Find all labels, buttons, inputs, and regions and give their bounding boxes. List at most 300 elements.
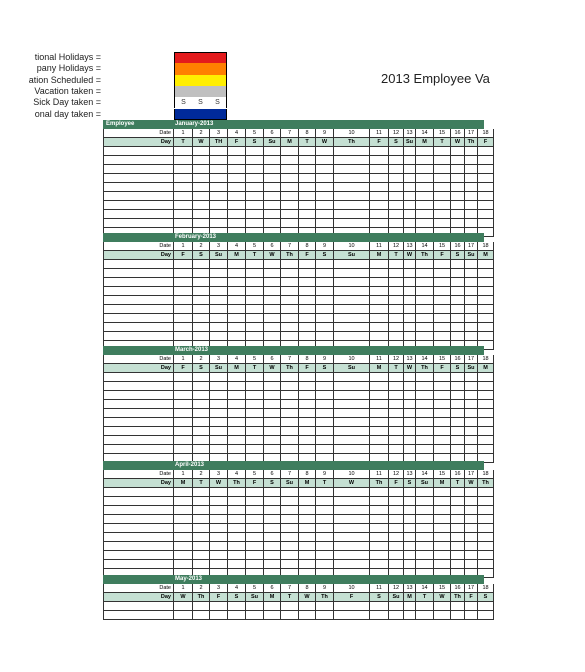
entry-cell[interactable] bbox=[281, 278, 299, 287]
entry-cell[interactable] bbox=[465, 296, 478, 305]
entry-cell[interactable] bbox=[334, 533, 370, 542]
entry-cell[interactable] bbox=[451, 219, 465, 228]
entry-cell[interactable] bbox=[416, 445, 434, 454]
entry-cell[interactable] bbox=[174, 409, 193, 418]
entry-cell[interactable] bbox=[404, 156, 416, 165]
entry-cell[interactable] bbox=[370, 332, 389, 341]
entry-cell[interactable] bbox=[334, 497, 370, 506]
entry-cell[interactable] bbox=[246, 296, 264, 305]
entry-cell[interactable] bbox=[334, 174, 370, 183]
entry-cell[interactable] bbox=[246, 611, 264, 620]
entry-cell[interactable] bbox=[416, 192, 434, 201]
entry-cell[interactable] bbox=[299, 305, 316, 314]
entry-cell[interactable] bbox=[228, 524, 246, 533]
entry-cell[interactable] bbox=[316, 278, 334, 287]
entry-cell[interactable] bbox=[316, 147, 334, 156]
row-label-cell[interactable] bbox=[103, 210, 174, 219]
entry-cell[interactable] bbox=[404, 201, 416, 210]
entry-cell[interactable] bbox=[434, 488, 451, 497]
entry-cell[interactable] bbox=[246, 551, 264, 560]
entry-cell[interactable] bbox=[389, 165, 404, 174]
entry-cell[interactable] bbox=[316, 373, 334, 382]
entry-cell[interactable] bbox=[299, 147, 316, 156]
entry-cell[interactable] bbox=[334, 542, 370, 551]
entry-cell[interactable] bbox=[478, 323, 494, 332]
entry-cell[interactable] bbox=[299, 278, 316, 287]
entry-cell[interactable] bbox=[434, 219, 451, 228]
entry-cell[interactable] bbox=[416, 418, 434, 427]
entry-cell[interactable] bbox=[281, 524, 299, 533]
entry-cell[interactable] bbox=[465, 165, 478, 174]
entry-cell[interactable] bbox=[404, 542, 416, 551]
entry-cell[interactable] bbox=[210, 269, 228, 278]
entry-cell[interactable] bbox=[174, 418, 193, 427]
entry-cell[interactable] bbox=[416, 533, 434, 542]
entry-cell[interactable] bbox=[316, 183, 334, 192]
entry-cell[interactable] bbox=[451, 524, 465, 533]
entry-cell[interactable] bbox=[299, 314, 316, 323]
entry-cell[interactable] bbox=[299, 400, 316, 409]
entry-cell[interactable] bbox=[434, 409, 451, 418]
entry-cell[interactable] bbox=[389, 382, 404, 391]
entry-cell[interactable] bbox=[264, 418, 281, 427]
row-label-cell[interactable] bbox=[103, 602, 174, 611]
entry-cell[interactable] bbox=[451, 382, 465, 391]
entry-cell[interactable] bbox=[478, 391, 494, 400]
entry-cell[interactable] bbox=[334, 560, 370, 569]
entry-cell[interactable] bbox=[465, 382, 478, 391]
entry-cell[interactable] bbox=[404, 174, 416, 183]
entry-cell[interactable] bbox=[174, 314, 193, 323]
entry-cell[interactable] bbox=[316, 287, 334, 296]
entry-cell[interactable] bbox=[228, 314, 246, 323]
entry-cell[interactable] bbox=[451, 506, 465, 515]
row-label-cell[interactable] bbox=[103, 427, 174, 436]
entry-cell[interactable] bbox=[465, 174, 478, 183]
entry-cell[interactable] bbox=[174, 201, 193, 210]
entry-cell[interactable] bbox=[228, 391, 246, 400]
entry-cell[interactable] bbox=[434, 287, 451, 296]
entry-cell[interactable] bbox=[228, 174, 246, 183]
entry-cell[interactable] bbox=[299, 332, 316, 341]
entry-cell[interactable] bbox=[334, 409, 370, 418]
entry-cell[interactable] bbox=[174, 373, 193, 382]
entry-cell[interactable] bbox=[334, 524, 370, 533]
entry-cell[interactable] bbox=[193, 260, 210, 269]
entry-cell[interactable] bbox=[416, 373, 434, 382]
entry-cell[interactable] bbox=[174, 400, 193, 409]
entry-cell[interactable] bbox=[316, 542, 334, 551]
entry-cell[interactable] bbox=[478, 219, 494, 228]
entry-cell[interactable] bbox=[246, 560, 264, 569]
entry-cell[interactable] bbox=[416, 210, 434, 219]
entry-cell[interactable] bbox=[416, 323, 434, 332]
entry-cell[interactable] bbox=[228, 156, 246, 165]
entry-cell[interactable] bbox=[210, 488, 228, 497]
entry-cell[interactable] bbox=[334, 427, 370, 436]
entry-cell[interactable] bbox=[389, 391, 404, 400]
entry-cell[interactable] bbox=[174, 542, 193, 551]
entry-cell[interactable] bbox=[193, 278, 210, 287]
entry-cell[interactable] bbox=[281, 174, 299, 183]
entry-cell[interactable] bbox=[370, 305, 389, 314]
entry-cell[interactable] bbox=[370, 192, 389, 201]
entry-cell[interactable] bbox=[434, 445, 451, 454]
entry-cell[interactable] bbox=[389, 373, 404, 382]
entry-cell[interactable] bbox=[246, 445, 264, 454]
entry-cell[interactable] bbox=[228, 278, 246, 287]
entry-cell[interactable] bbox=[478, 515, 494, 524]
row-label-cell[interactable] bbox=[103, 488, 174, 497]
entry-cell[interactable] bbox=[478, 201, 494, 210]
entry-cell[interactable] bbox=[404, 305, 416, 314]
entry-cell[interactable] bbox=[434, 560, 451, 569]
entry-cell[interactable] bbox=[299, 210, 316, 219]
entry-cell[interactable] bbox=[316, 174, 334, 183]
entry-cell[interactable] bbox=[210, 436, 228, 445]
entry-cell[interactable] bbox=[299, 287, 316, 296]
entry-cell[interactable] bbox=[193, 515, 210, 524]
entry-cell[interactable] bbox=[451, 533, 465, 542]
entry-cell[interactable] bbox=[451, 314, 465, 323]
entry-cell[interactable] bbox=[210, 445, 228, 454]
entry-cell[interactable] bbox=[389, 506, 404, 515]
entry-cell[interactable] bbox=[246, 400, 264, 409]
entry-cell[interactable] bbox=[451, 201, 465, 210]
entry-cell[interactable] bbox=[299, 391, 316, 400]
entry-cell[interactable] bbox=[334, 287, 370, 296]
entry-cell[interactable] bbox=[478, 560, 494, 569]
entry-cell[interactable] bbox=[404, 147, 416, 156]
entry-cell[interactable] bbox=[246, 210, 264, 219]
entry-cell[interactable] bbox=[281, 436, 299, 445]
entry-cell[interactable] bbox=[174, 296, 193, 305]
entry-cell[interactable] bbox=[451, 391, 465, 400]
entry-cell[interactable] bbox=[210, 560, 228, 569]
entry-cell[interactable] bbox=[465, 183, 478, 192]
entry-cell[interactable] bbox=[478, 260, 494, 269]
entry-cell[interactable] bbox=[299, 201, 316, 210]
entry-cell[interactable] bbox=[416, 165, 434, 174]
entry-cell[interactable] bbox=[264, 427, 281, 436]
entry-cell[interactable] bbox=[451, 332, 465, 341]
entry-cell[interactable] bbox=[174, 269, 193, 278]
entry-cell[interactable] bbox=[389, 269, 404, 278]
entry-cell[interactable] bbox=[404, 436, 416, 445]
entry-cell[interactable] bbox=[416, 497, 434, 506]
entry-cell[interactable] bbox=[228, 488, 246, 497]
entry-cell[interactable] bbox=[210, 551, 228, 560]
entry-cell[interactable] bbox=[370, 400, 389, 409]
entry-cell[interactable] bbox=[193, 602, 210, 611]
entry-cell[interactable] bbox=[246, 165, 264, 174]
entry-cell[interactable] bbox=[478, 287, 494, 296]
entry-cell[interactable] bbox=[174, 147, 193, 156]
entry-cell[interactable] bbox=[370, 165, 389, 174]
entry-cell[interactable] bbox=[416, 260, 434, 269]
entry-cell[interactable] bbox=[316, 560, 334, 569]
entry-cell[interactable] bbox=[246, 488, 264, 497]
entry-cell[interactable] bbox=[389, 488, 404, 497]
entry-cell[interactable] bbox=[228, 445, 246, 454]
entry-cell[interactable] bbox=[299, 488, 316, 497]
entry-cell[interactable] bbox=[334, 192, 370, 201]
entry-cell[interactable] bbox=[174, 382, 193, 391]
entry-cell[interactable] bbox=[246, 147, 264, 156]
entry-cell[interactable] bbox=[193, 210, 210, 219]
entry-cell[interactable] bbox=[316, 323, 334, 332]
entry-cell[interactable] bbox=[193, 445, 210, 454]
entry-cell[interactable] bbox=[404, 427, 416, 436]
entry-cell[interactable] bbox=[478, 602, 494, 611]
entry-cell[interactable] bbox=[478, 400, 494, 409]
entry-cell[interactable] bbox=[465, 192, 478, 201]
entry-cell[interactable] bbox=[334, 551, 370, 560]
entry-cell[interactable] bbox=[478, 418, 494, 427]
entry-cell[interactable] bbox=[281, 165, 299, 174]
entry-cell[interactable] bbox=[416, 488, 434, 497]
entry-cell[interactable] bbox=[434, 323, 451, 332]
row-label-cell[interactable] bbox=[103, 219, 174, 228]
entry-cell[interactable] bbox=[404, 269, 416, 278]
entry-cell[interactable] bbox=[334, 296, 370, 305]
entry-cell[interactable] bbox=[246, 174, 264, 183]
entry-cell[interactable] bbox=[193, 219, 210, 228]
entry-cell[interactable] bbox=[370, 174, 389, 183]
entry-cell[interactable] bbox=[416, 174, 434, 183]
entry-cell[interactable] bbox=[478, 278, 494, 287]
entry-cell[interactable] bbox=[316, 382, 334, 391]
entry-cell[interactable] bbox=[451, 296, 465, 305]
entry-cell[interactable] bbox=[281, 602, 299, 611]
entry-cell[interactable] bbox=[193, 488, 210, 497]
entry-cell[interactable] bbox=[210, 400, 228, 409]
entry-cell[interactable] bbox=[465, 506, 478, 515]
entry-cell[interactable] bbox=[281, 314, 299, 323]
entry-cell[interactable] bbox=[316, 269, 334, 278]
entry-cell[interactable] bbox=[299, 524, 316, 533]
entry-cell[interactable] bbox=[316, 506, 334, 515]
entry-cell[interactable] bbox=[334, 156, 370, 165]
entry-cell[interactable] bbox=[210, 165, 228, 174]
entry-cell[interactable] bbox=[465, 156, 478, 165]
entry-cell[interactable] bbox=[389, 542, 404, 551]
entry-cell[interactable] bbox=[210, 219, 228, 228]
entry-cell[interactable] bbox=[316, 156, 334, 165]
entry-cell[interactable] bbox=[389, 305, 404, 314]
entry-cell[interactable] bbox=[389, 427, 404, 436]
entry-cell[interactable] bbox=[246, 533, 264, 542]
entry-cell[interactable] bbox=[299, 445, 316, 454]
entry-cell[interactable] bbox=[210, 533, 228, 542]
entry-cell[interactable] bbox=[264, 373, 281, 382]
entry-cell[interactable] bbox=[370, 436, 389, 445]
entry-cell[interactable] bbox=[264, 400, 281, 409]
entry-cell[interactable] bbox=[434, 314, 451, 323]
entry-cell[interactable] bbox=[228, 382, 246, 391]
entry-cell[interactable] bbox=[478, 382, 494, 391]
entry-cell[interactable] bbox=[478, 210, 494, 219]
entry-cell[interactable] bbox=[264, 542, 281, 551]
row-label-cell[interactable] bbox=[103, 201, 174, 210]
entry-cell[interactable] bbox=[478, 165, 494, 174]
entry-cell[interactable] bbox=[210, 314, 228, 323]
entry-cell[interactable] bbox=[478, 192, 494, 201]
entry-cell[interactable] bbox=[228, 219, 246, 228]
entry-cell[interactable] bbox=[334, 488, 370, 497]
entry-cell[interactable] bbox=[334, 260, 370, 269]
entry-cell[interactable] bbox=[193, 611, 210, 620]
entry-cell[interactable] bbox=[264, 332, 281, 341]
entry-cell[interactable] bbox=[389, 400, 404, 409]
entry-cell[interactable] bbox=[451, 560, 465, 569]
entry-cell[interactable] bbox=[370, 269, 389, 278]
entry-cell[interactable] bbox=[299, 192, 316, 201]
entry-cell[interactable] bbox=[404, 560, 416, 569]
entry-cell[interactable] bbox=[174, 391, 193, 400]
entry-cell[interactable] bbox=[334, 602, 370, 611]
entry-cell[interactable] bbox=[478, 183, 494, 192]
entry-cell[interactable] bbox=[210, 296, 228, 305]
entry-cell[interactable] bbox=[193, 373, 210, 382]
entry-cell[interactable] bbox=[174, 210, 193, 219]
entry-cell[interactable] bbox=[264, 436, 281, 445]
entry-cell[interactable] bbox=[281, 542, 299, 551]
row-label-cell[interactable] bbox=[103, 391, 174, 400]
entry-cell[interactable] bbox=[404, 323, 416, 332]
entry-cell[interactable] bbox=[451, 183, 465, 192]
entry-cell[interactable] bbox=[389, 602, 404, 611]
entry-cell[interactable] bbox=[434, 210, 451, 219]
entry-cell[interactable] bbox=[451, 210, 465, 219]
entry-cell[interactable] bbox=[281, 400, 299, 409]
entry-cell[interactable] bbox=[389, 418, 404, 427]
entry-cell[interactable] bbox=[404, 533, 416, 542]
entry-cell[interactable] bbox=[465, 391, 478, 400]
entry-cell[interactable] bbox=[210, 409, 228, 418]
entry-cell[interactable] bbox=[451, 602, 465, 611]
entry-cell[interactable] bbox=[210, 201, 228, 210]
entry-cell[interactable] bbox=[246, 219, 264, 228]
entry-cell[interactable] bbox=[465, 400, 478, 409]
entry-cell[interactable] bbox=[465, 269, 478, 278]
entry-cell[interactable] bbox=[299, 269, 316, 278]
entry-cell[interactable] bbox=[389, 183, 404, 192]
entry-cell[interactable] bbox=[389, 278, 404, 287]
row-label-cell[interactable] bbox=[103, 174, 174, 183]
entry-cell[interactable] bbox=[334, 332, 370, 341]
row-label-cell[interactable] bbox=[103, 418, 174, 427]
entry-cell[interactable] bbox=[264, 409, 281, 418]
row-label-cell[interactable] bbox=[103, 260, 174, 269]
entry-cell[interactable] bbox=[334, 418, 370, 427]
entry-cell[interactable] bbox=[228, 515, 246, 524]
entry-cell[interactable] bbox=[478, 611, 494, 620]
entry-cell[interactable] bbox=[389, 551, 404, 560]
entry-cell[interactable] bbox=[478, 409, 494, 418]
entry-cell[interactable] bbox=[451, 287, 465, 296]
entry-cell[interactable] bbox=[451, 436, 465, 445]
entry-cell[interactable] bbox=[465, 542, 478, 551]
entry-cell[interactable] bbox=[246, 382, 264, 391]
entry-cell[interactable] bbox=[316, 219, 334, 228]
entry-cell[interactable] bbox=[316, 436, 334, 445]
entry-cell[interactable] bbox=[193, 551, 210, 560]
entry-cell[interactable] bbox=[370, 611, 389, 620]
entry-cell[interactable] bbox=[299, 497, 316, 506]
entry-cell[interactable] bbox=[210, 156, 228, 165]
entry-cell[interactable] bbox=[404, 219, 416, 228]
entry-cell[interactable] bbox=[281, 296, 299, 305]
entry-cell[interactable] bbox=[174, 445, 193, 454]
entry-cell[interactable] bbox=[334, 314, 370, 323]
row-label-cell[interactable] bbox=[103, 524, 174, 533]
row-label-cell[interactable] bbox=[103, 400, 174, 409]
entry-cell[interactable] bbox=[316, 165, 334, 174]
entry-cell[interactable] bbox=[228, 269, 246, 278]
entry-cell[interactable] bbox=[404, 210, 416, 219]
entry-cell[interactable] bbox=[299, 506, 316, 515]
entry-cell[interactable] bbox=[281, 445, 299, 454]
entry-cell[interactable] bbox=[370, 201, 389, 210]
entry-cell[interactable] bbox=[174, 183, 193, 192]
entry-cell[interactable] bbox=[281, 382, 299, 391]
entry-cell[interactable] bbox=[478, 506, 494, 515]
entry-cell[interactable] bbox=[434, 515, 451, 524]
entry-cell[interactable] bbox=[370, 382, 389, 391]
entry-cell[interactable] bbox=[264, 314, 281, 323]
entry-cell[interactable] bbox=[404, 611, 416, 620]
entry-cell[interactable] bbox=[416, 551, 434, 560]
entry-cell[interactable] bbox=[416, 269, 434, 278]
entry-cell[interactable] bbox=[193, 156, 210, 165]
entry-cell[interactable] bbox=[370, 183, 389, 192]
entry-cell[interactable] bbox=[416, 515, 434, 524]
entry-cell[interactable] bbox=[416, 524, 434, 533]
entry-cell[interactable] bbox=[299, 515, 316, 524]
entry-cell[interactable] bbox=[404, 524, 416, 533]
entry-cell[interactable] bbox=[193, 305, 210, 314]
entry-cell[interactable] bbox=[316, 488, 334, 497]
entry-cell[interactable] bbox=[334, 210, 370, 219]
entry-cell[interactable] bbox=[228, 323, 246, 332]
entry-cell[interactable] bbox=[193, 296, 210, 305]
entry-cell[interactable] bbox=[370, 560, 389, 569]
entry-cell[interactable] bbox=[281, 409, 299, 418]
entry-cell[interactable] bbox=[465, 560, 478, 569]
entry-cell[interactable] bbox=[451, 427, 465, 436]
entry-cell[interactable] bbox=[299, 533, 316, 542]
entry-cell[interactable] bbox=[299, 602, 316, 611]
entry-cell[interactable] bbox=[434, 418, 451, 427]
entry-cell[interactable] bbox=[299, 183, 316, 192]
entry-cell[interactable] bbox=[264, 602, 281, 611]
entry-cell[interactable] bbox=[478, 269, 494, 278]
entry-cell[interactable] bbox=[210, 391, 228, 400]
entry-cell[interactable] bbox=[316, 332, 334, 341]
entry-cell[interactable] bbox=[465, 602, 478, 611]
entry-cell[interactable] bbox=[404, 409, 416, 418]
entry-cell[interactable] bbox=[299, 560, 316, 569]
entry-cell[interactable] bbox=[193, 174, 210, 183]
entry-cell[interactable] bbox=[465, 210, 478, 219]
entry-cell[interactable] bbox=[228, 201, 246, 210]
entry-cell[interactable] bbox=[316, 418, 334, 427]
entry-cell[interactable] bbox=[210, 382, 228, 391]
entry-cell[interactable] bbox=[174, 427, 193, 436]
entry-cell[interactable] bbox=[404, 314, 416, 323]
entry-cell[interactable] bbox=[281, 201, 299, 210]
